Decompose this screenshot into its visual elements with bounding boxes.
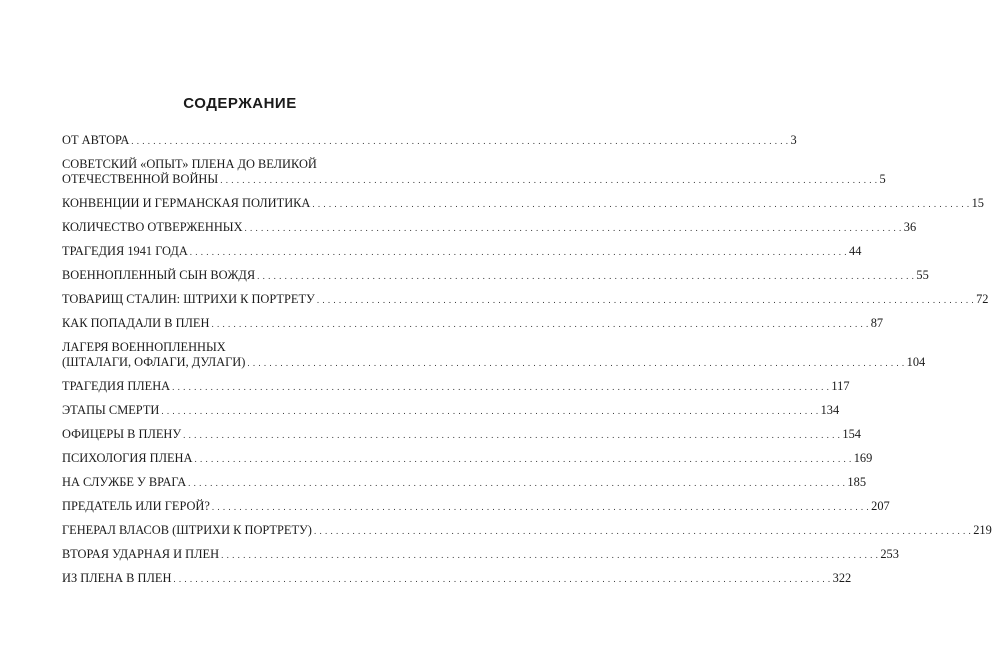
toc-entry-title: ОТ АВТОРА [62, 133, 130, 147]
toc-entry-title: КОНВЕНЦИИ И ГЕРМАНСКАЯ ПОЛИТИКА [62, 196, 311, 210]
toc-leader-dots: . . . . . . . . . . . . . . . . . . . . . . . . . . . . . . . . . . . . . . . . . . . . . . . . . . . . . . . . . . . . . . . . . . . . . . . . . . . . . . . . . . . . . . . . . . . . . . . . . . . . . . . . . . . . . . . . . . . . . . . . [247, 358, 905, 368]
toc-page-number: 104 [906, 355, 926, 369]
toc-page-number: 322 [832, 571, 852, 585]
toc-entry [62, 379, 850, 395]
toc-leader-dots: . . . . . . . . . . . . . . . . . . . . . . . . . . . . . . . . . . . . . . . . . . . . . . . . . . . . . . . . . . . . . . . . . . . . . . . . . . . . . . . . . . . . . . . . . . . . . . . . . . . . . . . . . . . . . . . . . . . . . . . . [312, 199, 970, 209]
toc-entry-title: КОЛИЧЕСТВО ОТВЕРЖЕННЫХ [62, 220, 243, 234]
toc-page-number: 219 [973, 523, 992, 537]
toc-entry-title: ТОВАРИЩ СТАЛИН: ШТРИХИ К ПОРТРЕТУ [62, 292, 315, 306]
toc-entry-title: (ШТАЛАГИ, ОФЛАГИ, ДУЛАГИ) [62, 355, 246, 369]
toc-page-number: 72 [976, 292, 989, 306]
toc-entry [62, 196, 984, 212]
toc-entry-title-line1: ЛАГЕРЯ ВОЕННОПЛЕННЫХ [62, 340, 226, 354]
toc-leader-dots: . . . . . . . . . . . . . . . . . . . . . . . . . . . . . . . . . . . . . . . . . . . . . . . . . . . . . . . . . . . . . . . . . . . . . . . . . . . . . . . . . . . . . . . . . . . . . . . . . . . . . . . . . . . . . . . . . . . . . . . . [313, 526, 972, 536]
toc-title: СОДЕРЖАНИЕ [183, 95, 297, 112]
toc-leader-dots: . . . . . . . . . . . . . . . . . . . . . . . . . . . . . . . . . . . . . . . . . . . . . . . . . . . . . . . . . . . . . . . . . . . . . . . . . . . . . . . . . . . . . . . . . . . . . . . . . . . . . . . . . . . . . . . . . . . . . . . . [244, 223, 902, 233]
toc-leader-dots: . . . . . . . . . . . . . . . . . . . . . . . . . . . . . . . . . . . . . . . . . . . . . . . . . . . . . . . . . . . . . . . . . . . . . . . . . . . . . . . . . . . . . . . . . . . . . . . . . . . . . . . . . . . . . . . . . . . . . . . . [257, 271, 915, 281]
toc-page-number: 185 [847, 475, 867, 489]
toc-entry [62, 547, 899, 563]
toc-entry [62, 403, 840, 419]
toc-entry [62, 157, 886, 188]
toc-entry [62, 244, 862, 260]
toc-entry-row [62, 244, 862, 260]
toc-entry [62, 523, 992, 539]
toc-leader-dots: . . . . . . . . . . . . . . . . . . . . . . . . . . . . . . . . . . . . . . . . . . . . . . . . . . . . . . . . . . . . . . . . . . . . . . . . . . . . . . . . . . . . . . . . . . . . . . . . . . . . . . . . . . . . . . . . . . . . . . . . [172, 382, 830, 392]
toc-leader-dots: . . . . . . . . . . . . . . . . . . . . . . . . . . . . . . . . . . . . . . . . . . . . . . . . . . . . . . . . . . . . . . . . . . . . . . . . . . . . . . . . . . . . . . . . . . . . . . . . . . . . . . . . . . . . . . . . . . . . . . . . [194, 454, 852, 464]
toc-leader-dots: . . . . . . . . . . . . . . . . . . . . . . . . . . . . . . . . . . . . . . . . . . . . . . . . . . . . . . . . . . . . . . . . . . . . . . . . . . . . . . . . . . . . . . . . . . . . . . . . . . . . . . . . . . . . . . . . . . . . . . . . [183, 430, 841, 440]
toc-entry [62, 340, 926, 371]
toc-page-number: 3 [790, 133, 797, 147]
toc-leader-dots: . . . . . . . . . . . . . . . . . . . . . . . . . . . . . . . . . . . . . . . . . . . . . . . . . . . . . . . . . . . . . . . . . . . . . . . . . . . . . . . . . . . . . . . . . . . . . . . . . . . . . . . . . . . . . . . . . . . . . . . . [188, 478, 846, 488]
toc-entry [62, 451, 873, 467]
toc-page-number: 5 [879, 172, 886, 186]
toc-leader-dots: . . . . . . . . . . . . . . . . . . . . . . . . . . . . . . . . . . . . . . . . . . . . . . . . . . . . . . . . . . . . . . . . . . . . . . . . . . . . . . . . . . . . . . . . . . . . . . . . . . . . . . . . . . . . . . . . . . . . . . . . [220, 175, 878, 185]
toc-entry-row [62, 427, 861, 443]
toc-entry-row [62, 268, 929, 284]
toc-entry-title: ЭТАПЫ СМЕРТИ [62, 403, 160, 417]
toc-page-number: 117 [831, 379, 850, 393]
toc-page-number: 55 [916, 268, 929, 282]
toc-leader-dots: . . . . . . . . . . . . . . . . . . . . . . . . . . . . . . . . . . . . . . . . . . . . . . . . . . . . . . . . . . . . . . . . . . . . . . . . . . . . . . . . . . . . . . . . . . . . . . . . . . . . . . . . . . . . . . . . . . . . . . . . [131, 136, 789, 146]
toc-leader-dots: . . . . . . . . . . . . . . . . . . . . . . . . . . . . . . . . . . . . . . . . . . . . . . . . . . . . . . . . . . . . . . . . . . . . . . . . . . . . . . . . . . . . . . . . . . . . . . . . . . . . . . . . . . . . . . . . . . . . . . . . [221, 550, 879, 560]
toc-page-number: 15 [971, 196, 984, 210]
toc-leader-dots: . . . . . . . . . . . . . . . . . . . . . . . . . . . . . . . . . . . . . . . . . . . . . . . . . . . . . . . . . . . . . . . . . . . . . . . . . . . . . . . . . . . . . . . . . . . . . . . . . . . . . . . . . . . . . . . . . . . . . . . . [211, 502, 870, 512]
toc-entry-title: НА СЛУЖБЕ У ВРАГА [62, 475, 187, 489]
toc-entry-row [62, 133, 797, 149]
toc-page-number: 253 [880, 547, 899, 561]
toc-entry [62, 292, 989, 308]
toc-entry-row [62, 316, 884, 332]
toc-entry [62, 475, 867, 491]
toc-leader-dots: . . . . . . . . . . . . . . . . . . . . . . . . . . . . . . . . . . . . . . . . . . . . . . . . . . . . . . . . . . . . . . . . . . . . . . . . . . . . . . . . . . . . . . . . . . . . . . . . . . . . . . . . . . . . . . . . . . . . . . . . [161, 406, 819, 416]
toc-list [62, 133, 992, 587]
toc-entry [62, 571, 852, 587]
toc-entry-title: ТРАГЕДИЯ 1941 ГОДА [62, 244, 188, 258]
toc-leader-dots: . . . . . . . . . . . . . . . . . . . . . . . . . . . . . . . . . . . . . . . . . . . . . . . . . . . . . . . . . . . . . . . . . . . . . . . . . . . . . . . . . . . . . . . . . . . . . . . . . . . . . . . . . . . . . . . . . . . . . . . . [211, 319, 869, 329]
toc-entry [62, 316, 884, 332]
toc-entry-title: КАК ПОПАДАЛИ В ПЛЕН [62, 316, 210, 330]
toc-entry-title: ГЕНЕРАЛ ВЛАСОВ (ШТРИХИ К ПОРТРЕТУ) [62, 523, 312, 537]
toc-page-number: 134 [820, 403, 840, 417]
toc-page-number: 44 [849, 244, 862, 258]
toc-entry-row [62, 196, 984, 212]
toc-entry [62, 427, 861, 443]
toc-entry-title: ПРЕДАТЕЛЬ ИЛИ ГЕРОЙ? [62, 499, 210, 513]
toc-page-number: 207 [871, 499, 890, 513]
toc-entry [62, 133, 797, 149]
toc-entry [62, 499, 890, 515]
toc-entry-title: ИЗ ПЛЕНА В ПЛЕН [62, 571, 172, 585]
toc-entry-row [62, 475, 867, 491]
toc-entry-row [62, 355, 926, 371]
toc-entry-title: ТРАГЕДИЯ ПЛЕНА [62, 379, 171, 393]
toc-entry-title: ВОЕННОПЛЕННЫЙ СЫН ВОЖДЯ [62, 268, 256, 282]
toc-leader-dots: . . . . . . . . . . . . . . . . . . . . . . . . . . . . . . . . . . . . . . . . . . . . . . . . . . . . . . . . . . . . . . . . . . . . . . . . . . . . . . . . . . . . . . . . . . . . . . . . . . . . . . . . . . . . . . . . . . . . . . . . [189, 247, 848, 257]
toc-entry-row [62, 499, 890, 515]
toc-entry [62, 268, 929, 284]
toc-entry-title: ОФИЦЕРЫ В ПЛЕНУ [62, 427, 182, 441]
toc-entry-title-line1: СОВЕТСКИЙ «ОПЫТ» ПЛЕНА ДО ВЕЛИКОЙ [62, 157, 317, 171]
toc-entry-title: ОТЕЧЕСТВЕННОЙ ВОЙНЫ [62, 172, 219, 186]
toc-page-number: 87 [870, 316, 884, 330]
toc-entry-row [62, 292, 989, 308]
toc-entry-row [62, 379, 850, 395]
toc-entry-row [62, 403, 840, 419]
toc-entry-row [62, 451, 873, 467]
toc-entry-row [62, 523, 992, 539]
toc-entry [62, 220, 917, 236]
toc-leader-dots: . . . . . . . . . . . . . . . . . . . . . . . . . . . . . . . . . . . . . . . . . . . . . . . . . . . . . . . . . . . . . . . . . . . . . . . . . . . . . . . . . . . . . . . . . . . . . . . . . . . . . . . . . . . . . . . . . . . . . . . . [316, 295, 975, 305]
toc-leader-dots: . . . . . . . . . . . . . . . . . . . . . . . . . . . . . . . . . . . . . . . . . . . . . . . . . . . . . . . . . . . . . . . . . . . . . . . . . . . . . . . . . . . . . . . . . . . . . . . . . . . . . . . . . . . . . . . . . . . . . . . . [173, 574, 831, 584]
toc-page-number: 169 [853, 451, 873, 465]
toc-entry-title: ВТОРАЯ УДАРНАЯ И ПЛЕН [62, 547, 220, 561]
toc-entry-title: ПСИХОЛОГИЯ ПЛЕНА [62, 451, 193, 465]
toc-entry-row [62, 571, 852, 587]
toc-page-number: 36 [903, 220, 917, 234]
toc-page-number: 154 [842, 427, 861, 441]
toc-entry-row [62, 547, 899, 563]
toc-entry-row [62, 220, 917, 236]
toc-entry-row [62, 172, 886, 188]
